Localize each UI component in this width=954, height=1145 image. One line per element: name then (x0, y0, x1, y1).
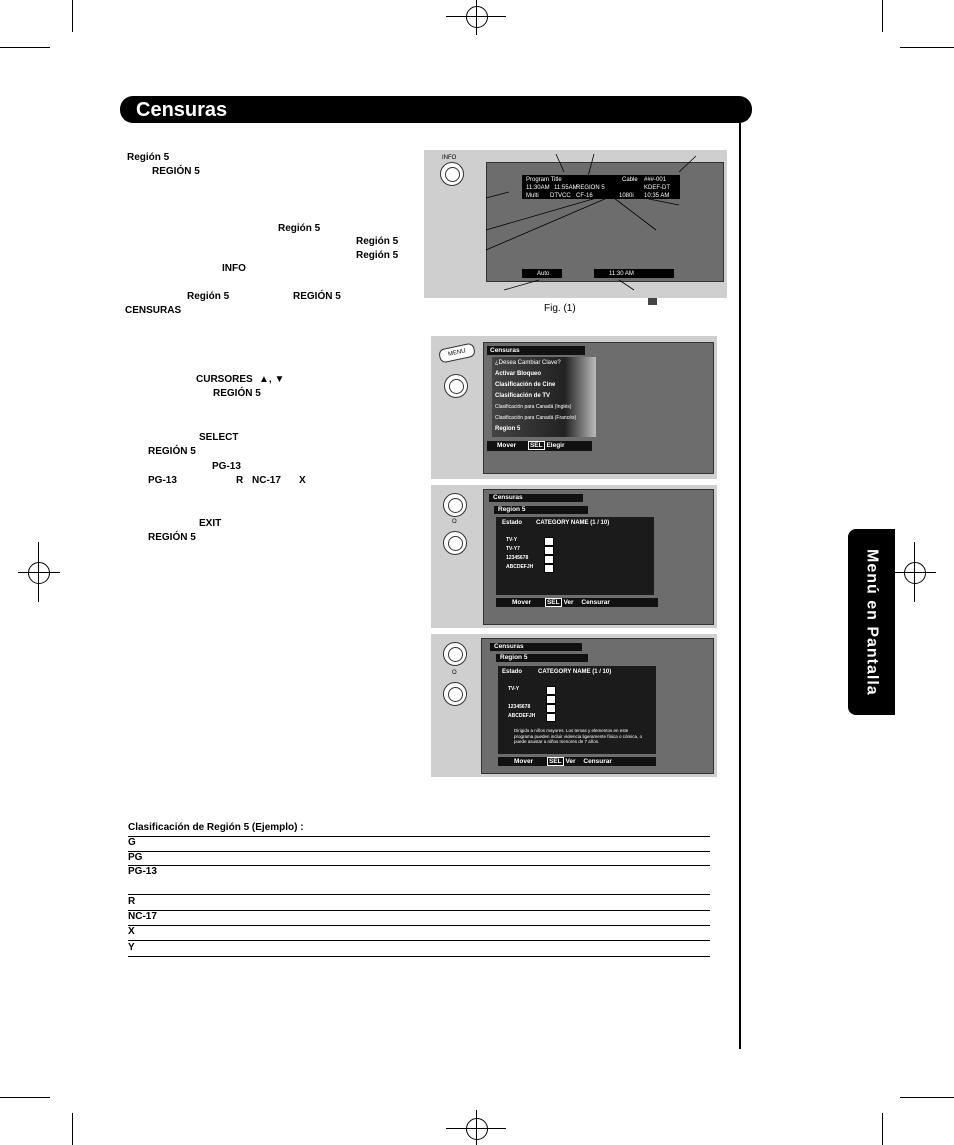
text-region5: REGIÓN 5 (152, 166, 200, 177)
registration-mark (28, 562, 50, 584)
menu-item[interactable]: Clasificación de TV (495, 393, 551, 399)
lock-icon[interactable] (544, 546, 554, 555)
table-row: X (128, 926, 710, 941)
menu-item[interactable]: Clasificación para Canadá (Inglés) (495, 404, 572, 410)
end-time: 11:55AM (554, 185, 578, 191)
audio-multi: Multi (526, 193, 539, 199)
registration-mark (904, 562, 926, 584)
tv-screen (481, 638, 714, 774)
estado-label: Estado (502, 669, 523, 675)
side-tab-label: Menú en Pantalla (863, 548, 881, 696)
clock: 10:35 AM (644, 193, 670, 199)
menu-list (492, 357, 596, 437)
rating-label: REGION 5 (576, 185, 605, 191)
text-select: SELECT (199, 432, 239, 443)
menu-item[interactable]: Clasificación para Canadá (Francés) (495, 415, 577, 421)
crop-mark (900, 1097, 954, 1098)
or-label: O (452, 519, 457, 525)
footer-move: Mover (497, 442, 517, 449)
crop-mark (900, 47, 954, 48)
table-title: Clasificación de Región 5 (Ejemplo) : (128, 822, 304, 833)
start-time: 11:30AM (526, 185, 550, 191)
menu-panel-1 (431, 336, 717, 479)
registration-line (914, 542, 915, 602)
table-row: PG (128, 852, 710, 866)
footer-sel: SEL (546, 599, 560, 606)
menu-item[interactable]: Activar Bloqueo (495, 371, 542, 377)
lock-icon[interactable] (544, 537, 554, 546)
rating-row[interactable]: TV-Y7 (506, 546, 520, 552)
rating-row[interactable]: 12345678 (508, 704, 531, 710)
estado-label: Estado (502, 520, 523, 526)
text-region5: Región 5 (278, 223, 321, 234)
registration-line (18, 572, 60, 573)
menu-header: Censuras (487, 346, 585, 355)
rating-row[interactable]: ABCDEFJH (506, 564, 534, 570)
text-region5: Región 5 (356, 250, 399, 261)
text-region5: REGIÓN 5 (213, 388, 261, 399)
tv-screen (483, 342, 714, 474)
menu-footer (487, 441, 592, 451)
rating-table (496, 517, 654, 595)
menu-item[interactable]: ¿Desea Cambiar Clave? (495, 360, 561, 366)
page-title: Censuras (136, 99, 228, 121)
crop-mark (882, 1113, 883, 1145)
lock-icon[interactable] (546, 686, 556, 695)
cc-label: DTVCC (550, 193, 571, 199)
menu-footer (496, 598, 658, 607)
fig-caption: Fig. (1) (544, 303, 576, 314)
table-row: G (128, 837, 710, 852)
menu-sub: Region 5 (496, 654, 588, 662)
footer-ver: Ver (565, 758, 576, 765)
text-region5: REGIÓN 5 (148, 532, 196, 543)
channel-number: ###-001 (644, 177, 667, 183)
menu-item-region5[interactable]: Region 5 (495, 426, 521, 432)
text-r: R (236, 475, 244, 486)
menu-header: Censuras (489, 494, 583, 502)
footer-sel: SEL (548, 758, 562, 765)
registration-line (38, 542, 39, 602)
cursor-button[interactable] (443, 682, 467, 706)
menu-panel-3 (431, 634, 717, 777)
back-button[interactable] (443, 493, 467, 517)
footer-censurar: Censurar (583, 758, 612, 765)
category-label: CATEGORY NAME (1 / 10) (536, 520, 610, 526)
crop-mark (0, 1097, 50, 1098)
rating-row[interactable]: TV-Y (508, 686, 520, 692)
rating-description: Dirigido a niños mayores. Los temas y elementos en este programa pueden incluir violencia ligeramente física o cómica, o puede asustar a niños menores de 7 años. (514, 728, 643, 744)
cursor-button[interactable] (444, 374, 468, 398)
auto-label: Auto (537, 271, 550, 277)
menu-button[interactable]: MENU (438, 342, 476, 363)
timer-icon (648, 298, 657, 305)
menu-panel-2 (431, 485, 717, 628)
rating-row[interactable]: TV-Y (506, 537, 518, 543)
table-row: R (128, 896, 710, 911)
lock-icon[interactable] (546, 713, 556, 722)
timer-label: 11:30 AM (609, 271, 634, 277)
footer-censurar: Censurar (581, 599, 610, 606)
vertical-rule (739, 123, 741, 1049)
or-label: O (452, 670, 457, 676)
registration-line (476, 1110, 477, 1145)
info-label: INFO (442, 155, 457, 161)
lock-icon[interactable] (546, 695, 556, 704)
text-censuras: CENSURAS (125, 305, 182, 316)
cf-label: CF-16 (576, 193, 593, 199)
text-nc17: NC-17 (252, 475, 281, 486)
registration-line (476, 0, 477, 35)
text-region5: REGIÓN 5 (148, 446, 196, 457)
footer-move: Mover (514, 758, 534, 765)
menu-sub: Region 5 (494, 506, 588, 514)
menu-item[interactable]: Clasificación de Cine (495, 382, 556, 388)
footer-sel: SEL (529, 442, 543, 449)
program-title: Program Title (526, 177, 562, 183)
rating-row[interactable]: 12345678 (506, 555, 529, 561)
crop-mark (882, 0, 883, 32)
menu-footer (498, 757, 656, 766)
rating-row[interactable]: ABCDEFJH (508, 713, 536, 719)
callout-lines (424, 150, 727, 298)
table-row: Y (128, 942, 710, 957)
footer-move: Mover (512, 599, 532, 606)
footer-choose: Elegir (546, 442, 565, 449)
text-info: INFO (222, 263, 246, 274)
table-row: NC-17 (128, 911, 710, 926)
text-exit: EXIT (199, 518, 222, 529)
text-x: X (299, 475, 306, 486)
crop-mark (72, 0, 73, 32)
lock-icon[interactable] (544, 555, 554, 564)
rating-table (498, 666, 656, 754)
lock-icon[interactable] (544, 564, 554, 573)
back-button[interactable] (443, 642, 467, 666)
registration-mark (466, 1118, 488, 1140)
text-cursores: CURSORES (196, 374, 253, 385)
text-region5: Región 5 (356, 236, 399, 247)
resolution: 1080i (619, 193, 634, 199)
cursor-button[interactable] (443, 531, 467, 555)
lock-icon[interactable] (546, 704, 556, 713)
footer-ver: Ver (563, 599, 574, 606)
tv-screen (483, 489, 714, 625)
table-row: PG-13 (128, 866, 710, 895)
region5-heading: Región 5 (127, 152, 170, 163)
category-label: CATEGORY NAME (1 / 10) (538, 669, 612, 675)
network-name: KDEF-DT (644, 185, 670, 191)
text-pg13: PG-13 (212, 461, 241, 472)
menu-header: Censuras (490, 643, 582, 651)
text-region5: REGIÓN 5 (293, 291, 341, 302)
fig1-panel (424, 150, 727, 298)
registration-line (894, 572, 936, 573)
cable-label: Cable (622, 177, 638, 183)
crop-mark (72, 1113, 73, 1145)
text-region5: Región 5 (187, 291, 230, 302)
text-pg13: PG-13 (148, 475, 177, 486)
registration-mark (466, 6, 488, 28)
text-arrows: ▲, ▼ (259, 374, 285, 385)
crop-mark (0, 47, 50, 48)
